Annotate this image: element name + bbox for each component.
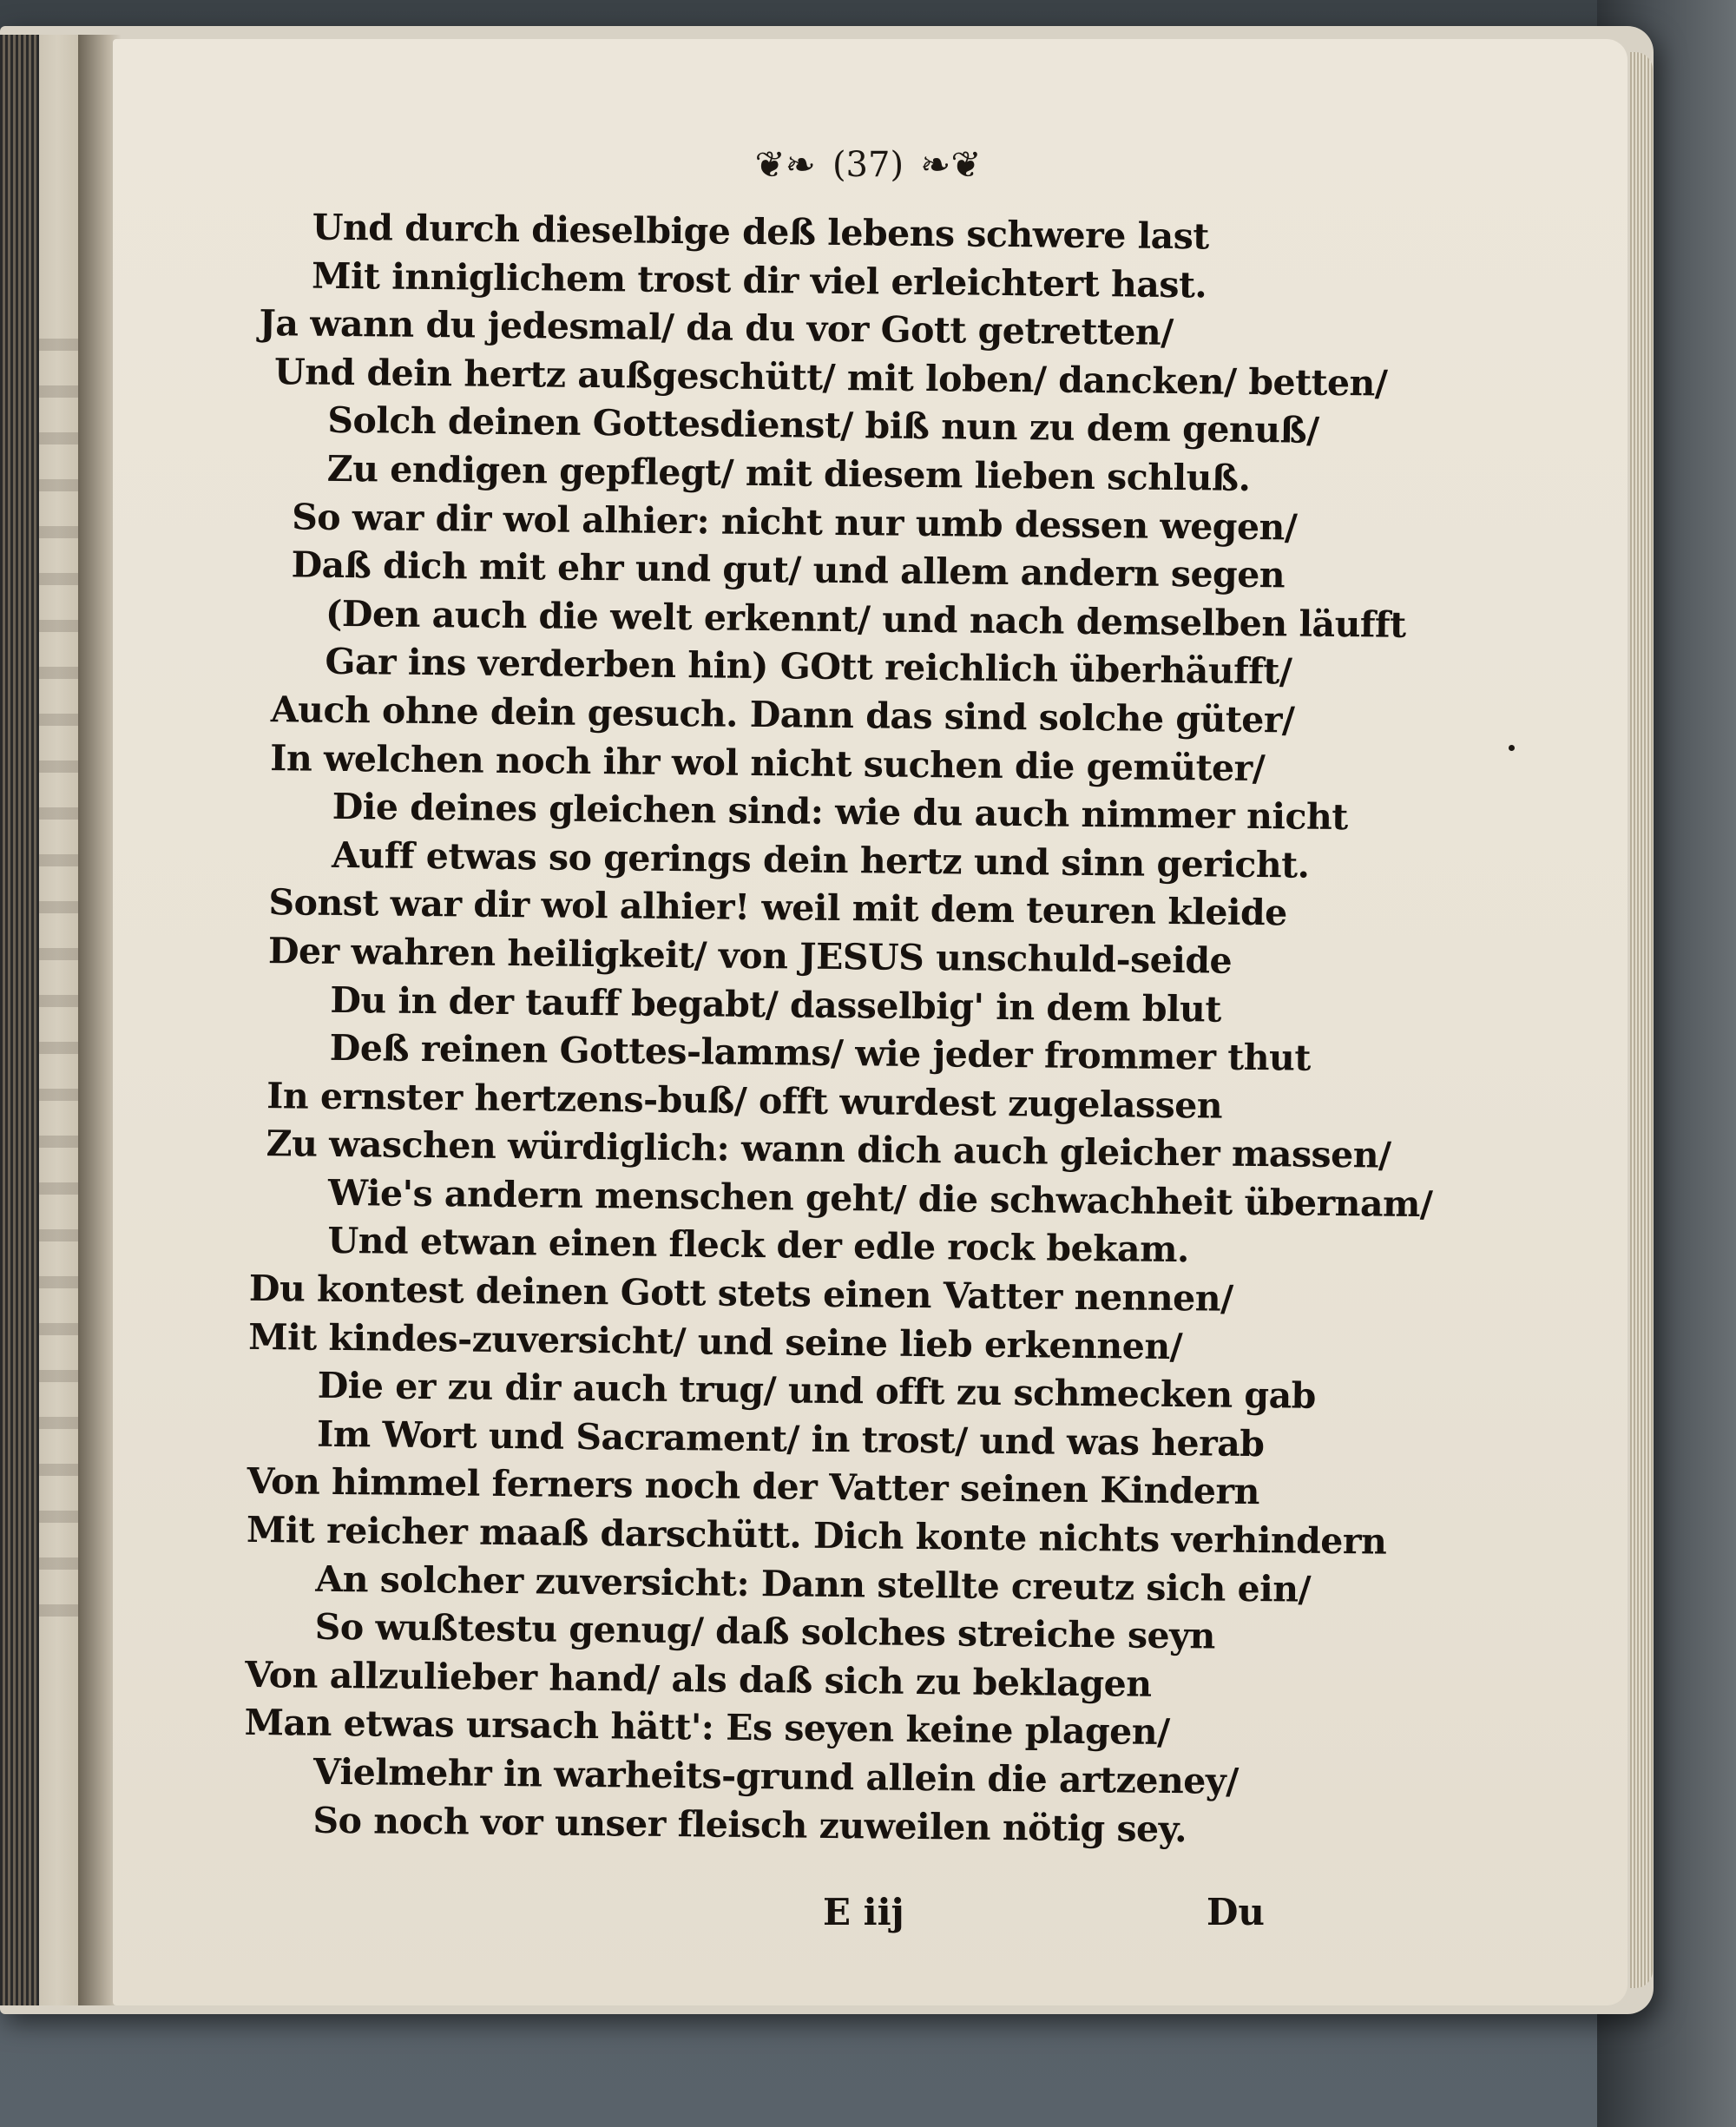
- ink-speck: [1509, 745, 1515, 751]
- text-line: Gar ins verderben hin) GOtt reichlich überhäufft/: [325, 641, 1292, 693]
- left-page-stack: [0, 35, 39, 2005]
- text-line: (Den auch die welt erkennt/ und nach demselben läufft: [325, 592, 1406, 646]
- text-line: Auff etwas so gerings dein hertz und sinn gericht.: [331, 833, 1310, 886]
- text-line: In welchen noch ihr wol nicht suchen die gemüter/: [270, 736, 1266, 789]
- page-number: (37): [832, 144, 904, 185]
- text-line: Mit inniglichem trost dir viel erleichtert hast.: [311, 254, 1207, 306]
- right-ornament-icon: ❧❦: [920, 143, 982, 186]
- page-header: [0, 143, 1736, 204]
- page-footer: [0, 1891, 1736, 1943]
- text-line: Solch deinen Gottesdienst/ biß nun zu dem genuß/: [327, 399, 1319, 452]
- page-stack-edge: [1630, 52, 1653, 1988]
- text-line: Mit kindes-zuversicht/ und seine lieb erkennen/: [248, 1315, 1183, 1367]
- text-line: So wußtestu genug/ daß solches streiche seyn: [314, 1605, 1216, 1657]
- text-line: Zu endigen gepflegt/ mit diesem lieben schluß.: [326, 447, 1251, 499]
- catchword: Du: [1207, 1891, 1265, 1933]
- text-line: In ernster hertzens-buß/ offt wurdest zugelassen: [266, 1074, 1223, 1127]
- text-line: Von himmel ferners noch der Vatter seinen Kindern: [247, 1460, 1260, 1513]
- text-line: Deß reinen Gottes-lamms/ wie jeder frommer thut: [329, 1026, 1312, 1079]
- text-line: Der wahren heiligkeit/ von JESUS unschuld-seide: [267, 930, 1233, 982]
- text-line: Und dein hertz außgeschütt/ mit loben/ dancken/ betten/: [273, 350, 1388, 405]
- text-line: Vielmehr in warheits-grund allein die artzeney/: [312, 1750, 1239, 1802]
- text-line: Wie's andern menschen geht/ die schwachheit übernam/: [327, 1171, 1433, 1226]
- text-line: An solcher zuversicht: Dann stellte creutz sich ein/: [315, 1557, 1312, 1610]
- text-line: Sonst war dir wol alhier! weil mit dem teuren kleide: [268, 881, 1288, 934]
- signature-mark: E iij: [823, 1891, 904, 1933]
- text-line: Du in der tauff begabt/ dasselbig' in dem blut: [330, 978, 1222, 1031]
- left-ornament-icon: ❦❧: [754, 143, 816, 186]
- text-line: Im Wort und Sacrament/ in trost/ und was herab: [316, 1413, 1265, 1465]
- text-line: Daß dich mit ehr und gut/ und allem andern segen: [291, 543, 1286, 596]
- text-line: So war dir wol alhier: nicht nur umb dessen wegen/: [291, 495, 1298, 549]
- text-line: Ja wann du jedesmal/ da du vor Gott getretten/: [259, 302, 1174, 354]
- text-line: Von allzulieber hand/ als daß sich zu beklagen: [245, 1653, 1152, 1705]
- text-line: Und durch dieselbige deß lebens schwere last: [312, 206, 1210, 258]
- text-line: Zu waschen würdiglich: wann dich auch gleicher massen/: [266, 1123, 1391, 1176]
- text-line: Die er zu dir auch trug/ und offt zu schmecken gab: [317, 1365, 1317, 1418]
- text-line: Mit reicher maaß darschütt. Dich konte nichts verhindern: [246, 1508, 1387, 1563]
- text-line: Und etwan einen fleck der edle rock bekam.: [327, 1220, 1190, 1271]
- text-line: Du kontest deinen Gott stets einen Vatter nennen/: [248, 1267, 1233, 1320]
- poem-text-block: [243, 203, 1433, 1855]
- text-line: So noch vor unser fleisch zuweilen nötig sey.: [312, 1799, 1187, 1850]
- text-line: Man etwas ursach hätt': Es seyen keine plagen/: [244, 1702, 1170, 1754]
- text-line: Die deines gleichen sind: wie du auch nimmer nicht: [332, 786, 1348, 839]
- text-line: Auch ohne dein gesuch. Dann das sind solche güter/: [270, 688, 1295, 741]
